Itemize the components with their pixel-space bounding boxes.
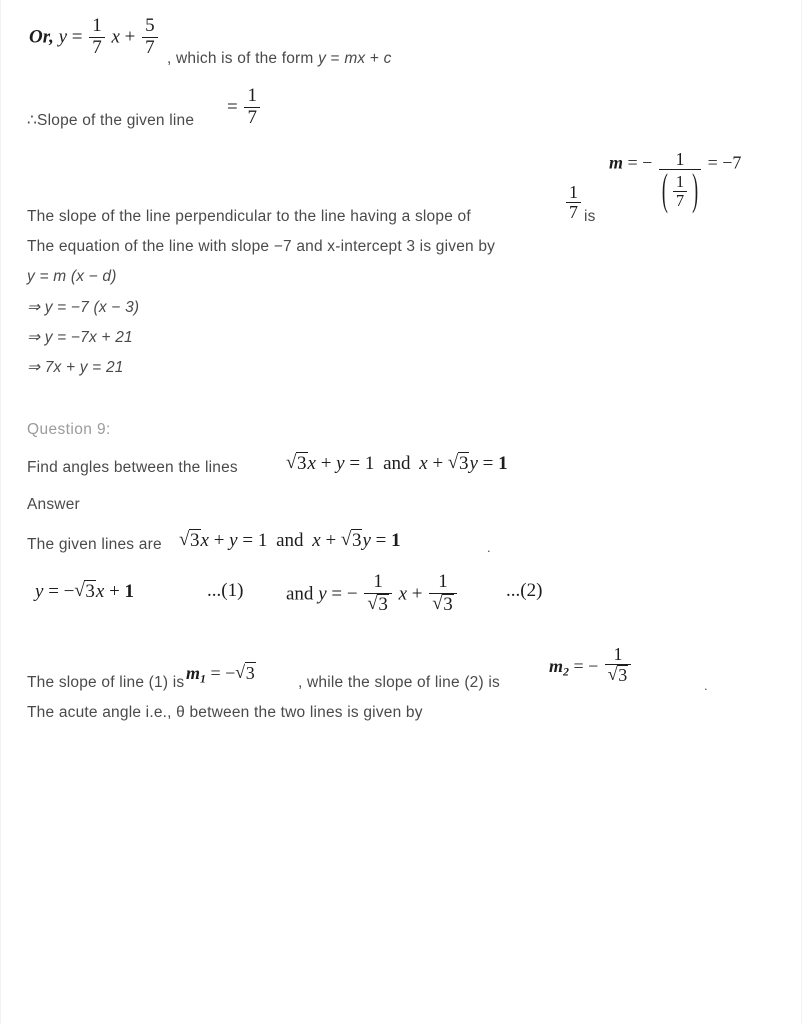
variable-x: x xyxy=(419,453,428,474)
fraction-denominator xyxy=(605,665,631,685)
variable-x: x xyxy=(398,583,408,605)
slope-m1-formula xyxy=(186,662,256,686)
given-lines-equations xyxy=(179,529,401,552)
sqrt-three-icon xyxy=(74,580,96,603)
fraction-numerator: 1 xyxy=(89,16,105,38)
fraction-one-over-sqrt-three xyxy=(364,572,392,615)
fraction-numerator: 1 xyxy=(244,86,260,108)
fraction-denominator: 7 xyxy=(569,202,578,223)
m-symbol: m xyxy=(609,152,624,173)
derivation-step-2: ⇒ y = −7 (x − 3) xyxy=(27,299,140,316)
equation-tag-label: ...(2) xyxy=(506,580,543,601)
variable-y: y xyxy=(229,530,238,551)
equation-tag-2 xyxy=(506,580,542,602)
question-prompt-text: Find angles between the lines xyxy=(27,459,238,476)
fraction-denominator: 7 xyxy=(247,106,257,128)
fraction-one-seventh xyxy=(244,86,260,128)
conjunction-and: and xyxy=(276,530,304,551)
variable-x: x xyxy=(111,26,120,48)
constant-one: 1 xyxy=(498,453,508,474)
slope-given-value xyxy=(227,86,262,128)
radicand: 3 xyxy=(85,581,95,602)
form-description-text xyxy=(167,50,392,68)
slope-m2-formula xyxy=(549,645,633,686)
variable-y: y xyxy=(362,530,371,551)
equals-sign: = xyxy=(242,530,254,551)
fraction-denominator xyxy=(429,594,457,616)
sqrt-three-icon xyxy=(608,665,628,685)
plus-sign: + xyxy=(411,583,423,605)
variable-y: y xyxy=(336,453,345,474)
minus-sign: − xyxy=(588,656,599,677)
sqrt-three-icon xyxy=(235,662,255,684)
equation-tag-1 xyxy=(207,580,243,602)
given-lines-text: The given lines are xyxy=(27,536,162,553)
equals-sign: = xyxy=(48,581,59,602)
variable-y: y xyxy=(318,583,327,605)
derivation-step-3: ⇒ y = −7x + 21 xyxy=(27,329,133,346)
fraction-five-sevenths xyxy=(142,16,158,58)
fraction-one-over-sqrt-three xyxy=(605,645,631,686)
fraction-denominator: 7 xyxy=(145,36,155,58)
minus-sign: − xyxy=(642,152,653,173)
variable-x: x xyxy=(307,453,316,474)
conjunction-and: and xyxy=(286,583,314,605)
radicand: 3 xyxy=(443,593,453,615)
fraction-denominator xyxy=(364,594,392,616)
constant-one: 1 xyxy=(257,530,268,551)
fraction-denominator: 7 xyxy=(92,36,102,58)
equation-intro-label: The equation of the line with slope −7 and x-intercept 3 is given by xyxy=(27,238,496,255)
lhs-variable: y xyxy=(58,26,68,48)
equals-sign: = xyxy=(71,26,83,48)
derivation-step-4: ⇒ 7x + y = 21 xyxy=(27,359,124,376)
plus-sign: + xyxy=(320,453,332,474)
equals-sign: = xyxy=(482,453,494,474)
m1-subscript: 1 xyxy=(200,671,206,686)
plus-sign: + xyxy=(213,530,225,551)
plus-sign: + xyxy=(124,26,136,48)
form-mx: mx xyxy=(344,50,366,67)
radicand: 3 xyxy=(190,530,200,551)
slope-of-given-line-text xyxy=(27,111,194,130)
variable-y: y xyxy=(469,453,478,474)
equation-tag-label: ...(1) xyxy=(207,580,244,601)
sqrt-three-icon xyxy=(432,594,454,616)
radicand: 3 xyxy=(245,663,255,683)
fraction-numerator: 1 xyxy=(429,572,457,594)
variable-x: x xyxy=(95,581,105,602)
plus-sign: + xyxy=(432,453,444,474)
fraction-one-seventh xyxy=(566,183,581,223)
equals-sign: = xyxy=(210,663,221,683)
constant-one: 1 xyxy=(364,453,375,474)
constant-one: 1 xyxy=(391,530,401,551)
fraction-denominator: 7 xyxy=(675,190,685,210)
sqrt-three-icon xyxy=(341,529,363,552)
equals-sign: = xyxy=(331,583,343,605)
equals-sign: = xyxy=(349,453,361,474)
answer-label: Answer xyxy=(27,496,80,513)
m1-symbol: m xyxy=(186,663,201,683)
constant-one: 1 xyxy=(124,581,135,602)
fraction-numerator: 1 xyxy=(605,645,631,665)
perpendicular-slope-formula xyxy=(609,150,741,210)
form-equals: = xyxy=(330,50,340,67)
equals-sign: = xyxy=(573,656,584,677)
sqrt-three-icon xyxy=(179,529,201,552)
fraction-one-seventh xyxy=(89,16,105,58)
equation-intro-text xyxy=(27,238,495,256)
minus-sign: − xyxy=(225,663,236,683)
fraction-outer xyxy=(659,150,701,210)
equals-sign-1: = xyxy=(627,152,638,173)
equals-sign: = xyxy=(227,96,238,118)
sqrt-three-icon xyxy=(367,594,389,616)
derivation-step-1: y = m (x − d) xyxy=(27,268,117,285)
fraction-one-seventh xyxy=(673,173,687,210)
radicand: 3 xyxy=(351,530,362,551)
fraction-numerator: 1 xyxy=(566,183,581,203)
numbered-equation-2 xyxy=(286,572,459,615)
variable-x: x xyxy=(200,530,209,551)
slope-m2-period: . xyxy=(704,678,708,693)
radicand: 3 xyxy=(297,453,307,474)
variable-y: y xyxy=(35,581,44,602)
fraction-numerator: 5 xyxy=(142,16,158,38)
slope-result-value: −7 xyxy=(722,152,742,173)
minus-sign: − xyxy=(63,581,75,602)
plus-sign: + xyxy=(109,581,120,602)
form-tail-text: , which is of the form xyxy=(167,50,314,67)
equation-slope-intercept-form xyxy=(29,16,160,58)
equals-sign: = xyxy=(375,530,387,551)
fraction-numerator: ( 1 xyxy=(673,173,687,192)
form-plus: + xyxy=(369,50,380,67)
fraction-numerator: 1 xyxy=(364,572,392,594)
fraction-denominator xyxy=(659,170,701,209)
numbered-equation-1 xyxy=(35,580,134,603)
conjunction-and: and xyxy=(383,453,411,474)
question-label: Question 9: xyxy=(27,421,111,438)
parenthesized-fraction xyxy=(662,173,698,210)
m2-symbol: m xyxy=(549,656,564,677)
form-c: c xyxy=(383,50,392,67)
plus-sign: + xyxy=(325,530,337,551)
radicand: 3 xyxy=(618,665,628,686)
radicand: 3 xyxy=(458,453,469,474)
slope-line1-text: The slope of line (1) is xyxy=(27,674,185,691)
sqrt-three-icon xyxy=(448,452,470,475)
or-prefix: Or, xyxy=(29,26,54,48)
perpendicular-slope-inline-fraction xyxy=(564,183,583,223)
fraction-one-over-sqrt-three xyxy=(429,572,457,615)
slope-line2-text: , while the slope of line (2) is xyxy=(298,674,500,691)
perp-text-before: The slope of the line perpendicular to the line having a slope of xyxy=(27,208,471,225)
form-y: y xyxy=(318,50,327,67)
acute-angle-text: The acute angle i.e., θ between the two lines is given by xyxy=(27,704,423,721)
sqrt-three-icon xyxy=(286,452,308,475)
given-lines-period: . xyxy=(487,540,491,555)
minus-sign: − xyxy=(346,583,358,605)
radicand: 3 xyxy=(378,593,388,615)
question-prompt-equations xyxy=(286,452,508,475)
slope-given-label: ∴Slope of the given line xyxy=(27,112,195,129)
fraction-numerator: 1 xyxy=(659,150,701,170)
m2-subscript: 2 xyxy=(563,664,569,679)
perp-text-after: is xyxy=(584,208,596,225)
perpendicular-slope-text xyxy=(27,208,471,226)
equals-sign-2: = xyxy=(707,152,718,173)
variable-x: x xyxy=(312,530,321,551)
